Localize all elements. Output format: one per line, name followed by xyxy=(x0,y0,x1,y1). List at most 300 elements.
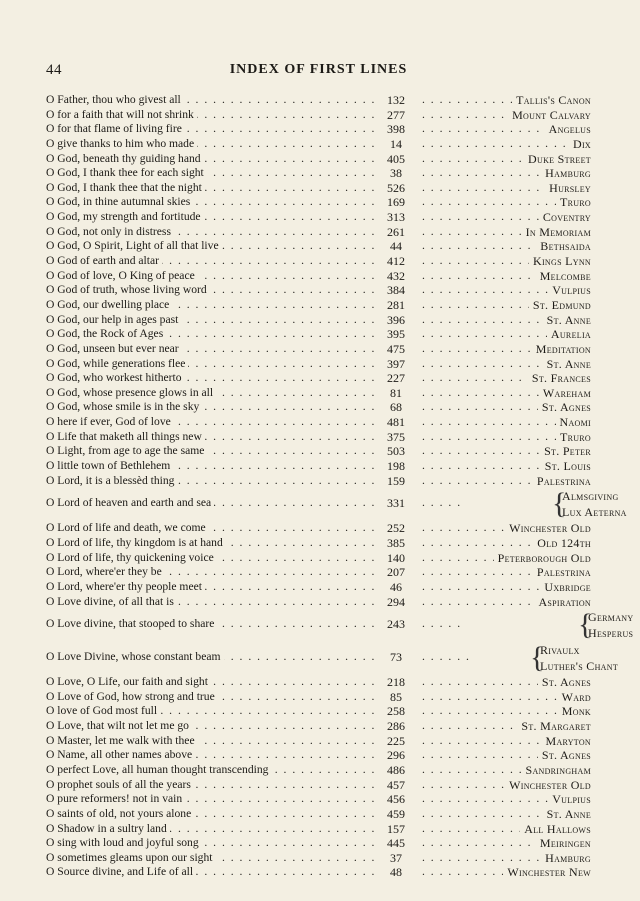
first-line xyxy=(46,650,376,665)
first-line xyxy=(46,617,376,632)
tune-leader xyxy=(418,386,591,401)
first-line-text: O God, O Spirit, Light of all that live xyxy=(46,239,222,252)
first-line-text: O God, I thank thee that the night xyxy=(46,181,205,194)
first-line xyxy=(46,675,376,690)
tune-leader xyxy=(418,521,591,536)
index-entry xyxy=(46,474,591,489)
tune-name: . . . St. Anne xyxy=(543,313,591,328)
index-entry xyxy=(46,719,591,734)
first-line-text: O give thanks to him who made xyxy=(46,137,197,150)
hymn-number: 207 xyxy=(387,565,405,580)
first-line xyxy=(46,690,376,705)
hymn-number: 277 xyxy=(387,107,405,122)
first-line xyxy=(46,836,376,851)
first-line xyxy=(46,595,376,610)
tune-name: . . . Maryton xyxy=(541,734,591,749)
tune-name: . . . Melcombe xyxy=(536,269,591,284)
tune-name: . . . Truro xyxy=(556,195,591,210)
index-entry xyxy=(46,254,591,269)
tune-name: . . . Aspiration xyxy=(534,595,591,610)
tune-name: . . . Ward xyxy=(558,690,591,705)
first-line xyxy=(46,415,376,430)
index-entry xyxy=(46,357,591,372)
index-entry xyxy=(46,595,591,610)
tune-leader xyxy=(418,166,591,181)
first-line-text: O little town of Bethlehem xyxy=(46,459,173,472)
first-line-text: O pure reformers! not in vain xyxy=(46,792,185,805)
first-line xyxy=(46,807,376,822)
hymn-number: 85 xyxy=(390,689,402,704)
first-line xyxy=(46,195,376,210)
first-line-text: O God, beneath thy guiding hand xyxy=(46,152,204,165)
first-line-text: O sometimes gleams upon our sight xyxy=(46,851,216,864)
hymn-number: 252 xyxy=(387,521,405,536)
tune-leader xyxy=(418,415,591,430)
hymn-number: 81 xyxy=(390,385,402,400)
hymn-number: 294 xyxy=(387,594,405,609)
index-entry xyxy=(46,181,591,196)
index-entry xyxy=(46,580,591,595)
tune-leader xyxy=(418,865,591,880)
first-line-text: O perfect Love, all human thought transcending xyxy=(46,763,271,776)
index-entry xyxy=(46,675,591,690)
first-line xyxy=(46,181,376,196)
index-entry xyxy=(46,763,591,778)
tune-name: . . . Vulpius xyxy=(548,283,591,298)
index-entry xyxy=(46,851,591,866)
hymn-number: 281 xyxy=(387,297,405,312)
tune-leader xyxy=(418,210,591,225)
hymn-number: 157 xyxy=(387,821,405,836)
tune-name: . . . Meditation xyxy=(532,342,591,357)
index-entry xyxy=(46,313,591,328)
first-line xyxy=(46,386,376,401)
index-entry xyxy=(46,400,591,415)
first-line-text: O Love divine, of all that is xyxy=(46,595,177,608)
index-entry xyxy=(46,166,591,181)
first-line xyxy=(46,327,376,342)
tune-name: . . . Truro xyxy=(556,430,591,445)
hymn-number: 169 xyxy=(387,195,405,210)
first-line xyxy=(46,137,376,152)
first-line-text: O God, the Rock of Ages xyxy=(46,327,166,340)
hymn-number: 48 xyxy=(390,865,402,880)
tune-name: . . . St. Margaret xyxy=(517,719,591,734)
first-line-text: O God of truth, whose living word xyxy=(46,283,210,296)
tune-leader xyxy=(418,807,591,822)
hymn-number: 459 xyxy=(387,806,405,821)
first-line xyxy=(46,210,376,225)
tune-leader xyxy=(418,122,591,137)
hymn-number: 44 xyxy=(390,239,402,254)
tune-leader xyxy=(418,327,591,342)
tune-name: . . . Duke Street xyxy=(524,152,591,167)
first-line xyxy=(46,166,376,181)
tune-leader xyxy=(418,851,591,866)
index-entry xyxy=(46,487,627,521)
brace-icon: { xyxy=(552,487,567,521)
tune-name: . . . Old 124th xyxy=(533,536,591,551)
first-line xyxy=(46,496,376,511)
first-line xyxy=(46,225,376,240)
first-line-text: O God, my strength and fortitude xyxy=(46,210,204,223)
tune-leader xyxy=(418,822,591,837)
tune-group xyxy=(418,608,634,642)
first-line xyxy=(46,357,376,372)
hymn-number: 140 xyxy=(387,550,405,565)
tune-name-alt: Lux Aeterna xyxy=(562,505,627,520)
hymn-number: 526 xyxy=(387,180,405,195)
hymn-number: 397 xyxy=(387,356,405,371)
tune-leader xyxy=(418,580,591,595)
first-line xyxy=(46,283,376,298)
first-line xyxy=(46,763,376,778)
tune-name-alt: Hesperus xyxy=(588,626,634,641)
index-entry xyxy=(46,430,591,445)
tune-leader xyxy=(418,108,591,123)
hymn-number: 486 xyxy=(387,762,405,777)
first-line-text: O God, unseen but ever near xyxy=(46,342,182,355)
first-line xyxy=(46,371,376,386)
first-line-text: O God, I thank thee for each sight xyxy=(46,166,207,179)
hymn-number: 445 xyxy=(387,836,405,851)
first-line xyxy=(46,239,376,254)
first-line-text: O God, our help in ages past xyxy=(46,313,181,326)
first-line-text: O God of love, O King of peace xyxy=(46,269,198,282)
first-line-text: O Lord of life, thy quickening voice xyxy=(46,551,217,564)
hymn-number: 412 xyxy=(387,254,405,269)
first-line xyxy=(46,459,376,474)
first-line-text: O Shadow in a sultry land xyxy=(46,822,170,835)
index-entry xyxy=(46,521,591,536)
tune-leader xyxy=(418,269,591,284)
page-number: 44 xyxy=(46,62,62,78)
index-entry xyxy=(46,386,591,401)
tune-leader xyxy=(418,254,591,269)
tune-leader xyxy=(418,357,591,372)
index-entry xyxy=(46,108,591,123)
first-line xyxy=(46,521,376,536)
hymn-number: 227 xyxy=(387,371,405,386)
tune-name: . . . Sandringham xyxy=(521,763,591,778)
index-entry xyxy=(46,327,591,342)
first-line xyxy=(46,444,376,459)
first-line xyxy=(46,704,376,719)
index-entry xyxy=(46,792,591,807)
hymn-number: 481 xyxy=(387,415,405,430)
tune-name: . . . Palestrina xyxy=(533,474,591,489)
first-line xyxy=(46,400,376,415)
first-line-text: O Light, from age to age the same xyxy=(46,444,207,457)
index-entry xyxy=(46,444,591,459)
first-line-text: O God, our dwelling place xyxy=(46,298,172,311)
first-line xyxy=(46,342,376,357)
tune-name: . . . Angelus xyxy=(545,122,591,137)
hymn-number: 457 xyxy=(387,777,405,792)
first-line-text: O God, in thine autumnal skies xyxy=(46,195,193,208)
first-line-text: O God of earth and altar xyxy=(46,254,162,267)
tune-leader xyxy=(418,675,591,690)
hymn-number: 385 xyxy=(387,535,405,550)
index-entry xyxy=(46,137,591,152)
hymn-number: 14 xyxy=(390,136,402,151)
index-entry xyxy=(46,283,591,298)
tune-leader xyxy=(418,565,591,580)
tune-leader xyxy=(418,690,591,705)
tune-name: . . . All Hallows xyxy=(520,822,591,837)
index-entry xyxy=(46,836,591,851)
tune-leader xyxy=(418,181,591,196)
tune-leader xyxy=(418,734,591,749)
tune-group xyxy=(418,641,619,675)
tune-leader xyxy=(418,704,591,719)
index-entry xyxy=(46,459,591,474)
tune-name: . . . Hamburg xyxy=(541,851,591,866)
index-entry xyxy=(46,342,591,357)
tune-leader xyxy=(418,474,591,489)
first-line-text: O Life that maketh all things new xyxy=(46,430,205,443)
tune-leader xyxy=(418,792,591,807)
hymn-number: 313 xyxy=(387,210,405,225)
tune-name: . . . Hursley xyxy=(545,181,591,196)
hymn-number: 261 xyxy=(387,224,405,239)
hymn-number: 218 xyxy=(387,675,405,690)
index-entry xyxy=(46,608,634,642)
tune-name: . . . St. Agnes xyxy=(538,748,591,763)
first-line xyxy=(46,298,376,313)
tune-leader xyxy=(418,93,591,108)
tune-name: . . . Aurelia xyxy=(547,327,591,342)
first-line xyxy=(46,93,376,108)
hymn-number: 331 xyxy=(387,496,405,511)
first-line xyxy=(46,719,376,734)
first-line-text: O Lord, where'er thy people meet xyxy=(46,580,205,593)
first-line-text: O here if ever, God of love xyxy=(46,415,174,428)
index-entry xyxy=(46,690,591,705)
tune-leader xyxy=(418,778,591,793)
tune-name: . . . Wareham xyxy=(539,386,591,401)
first-line xyxy=(46,122,376,137)
first-line xyxy=(46,536,376,551)
first-line xyxy=(46,865,376,880)
tune-leader xyxy=(418,459,591,474)
first-line xyxy=(46,792,376,807)
page-header xyxy=(46,62,591,84)
index-entry xyxy=(46,807,591,822)
index-entry xyxy=(46,865,591,880)
hymn-number: 395 xyxy=(387,327,405,342)
tune-leader xyxy=(418,400,591,415)
first-line xyxy=(46,822,376,837)
first-line xyxy=(46,551,376,566)
first-line-text: O Lord of heaven and earth and sea xyxy=(46,496,214,509)
hymn-number: 398 xyxy=(387,122,405,137)
hymn-number: 68 xyxy=(390,400,402,415)
first-line-text: O Father, thou who givest all xyxy=(46,93,184,106)
hymn-number: 258 xyxy=(387,704,405,719)
index-entry xyxy=(46,210,591,225)
first-line-text: O Name, all other names above xyxy=(46,748,195,761)
index-entry xyxy=(46,93,591,108)
tune-group xyxy=(418,487,627,521)
tune-leader xyxy=(418,748,591,763)
tune-leader xyxy=(418,719,591,734)
tune-leader xyxy=(418,137,591,152)
first-line-text: O sing with loud and joyful song xyxy=(46,836,202,849)
tune-name: . . . St. Louis xyxy=(541,459,591,474)
tune-name: . . . Peterborough Old xyxy=(494,551,591,566)
index-entry xyxy=(46,122,591,137)
hymn-number: 432 xyxy=(387,268,405,283)
tune-name: . . . Tallis's Canon xyxy=(512,93,591,108)
tune-name: . . . Kings Lynn xyxy=(529,254,591,269)
first-line-text: O Lord of life, thy kingdom is at hand xyxy=(46,536,226,549)
first-line-text: O Lord of life and death, we come xyxy=(46,521,209,534)
tune-leader xyxy=(418,536,591,551)
first-line-text: O for that flame of living fire xyxy=(46,122,185,135)
tune-name: . . . Coventry xyxy=(539,210,591,225)
first-line xyxy=(46,269,376,284)
first-line xyxy=(46,152,376,167)
first-line-text: O prophet souls of all the years xyxy=(46,778,194,791)
tune-name: . . . St. Edmund xyxy=(529,298,591,313)
first-line xyxy=(46,474,376,489)
tune-name: . . . St. Agnes xyxy=(538,400,591,415)
tune-leader xyxy=(418,239,591,254)
first-line-text: O Source divine, and Life of all xyxy=(46,865,196,878)
tune-name: . . . St. Anne xyxy=(543,357,591,372)
first-line-text: O God, who workest hitherto xyxy=(46,371,185,384)
tune-leader xyxy=(418,152,591,167)
tune-name: . . . In Memoriam xyxy=(522,225,591,240)
index-entry xyxy=(46,239,591,254)
hymn-number: 38 xyxy=(390,166,402,181)
first-line xyxy=(46,565,376,580)
hymn-number: 405 xyxy=(387,151,405,166)
first-line-text: O Love Divine, whose constant beam xyxy=(46,650,224,663)
first-line-text: O love of God most full xyxy=(46,704,160,717)
first-line-text: O Love, that wilt not let me go xyxy=(46,719,192,732)
tune-name: . . . St. Anne xyxy=(543,807,591,822)
index-entry xyxy=(46,822,591,837)
hymn-number: 503 xyxy=(387,444,405,459)
hymn-number: 46 xyxy=(390,579,402,594)
brace-icon: { xyxy=(530,641,545,675)
first-line-text: O God, not only in distress xyxy=(46,225,174,238)
index-entry xyxy=(46,298,591,313)
tune-leader xyxy=(418,313,591,328)
first-line-text: O Love of God, how strong and true xyxy=(46,690,218,703)
tune-name: . . . Mount Calvary xyxy=(508,108,591,123)
tune-name: Almsgiving xyxy=(562,489,619,504)
tune-name: . . . Meiringen xyxy=(536,836,591,851)
tune-name: . . . Uxbridge xyxy=(540,580,591,595)
tune-name: . . . Winchester Old xyxy=(505,521,591,536)
index-entry xyxy=(46,152,591,167)
index-entry xyxy=(46,778,591,793)
hymn-number: 475 xyxy=(387,341,405,356)
tune-name: . . . Monk xyxy=(558,704,591,719)
first-line xyxy=(46,313,376,328)
hymn-number: 375 xyxy=(387,429,405,444)
hymn-number: 396 xyxy=(387,312,405,327)
first-line-text: O Love, O Life, our faith and sight xyxy=(46,675,211,688)
index-entry xyxy=(46,195,591,210)
first-line xyxy=(46,254,376,269)
first-line xyxy=(46,430,376,445)
tune-name: . . . Naomi xyxy=(556,415,592,430)
tune-name: . . . Hamburg xyxy=(541,166,591,181)
tune-name: . . . St. Frances xyxy=(528,371,591,386)
index-entry xyxy=(46,269,591,284)
index-entry xyxy=(46,734,591,749)
tune-leader xyxy=(418,342,591,357)
first-line-text: O God, whose smile is in the sky xyxy=(46,400,202,413)
index-list xyxy=(46,93,634,880)
first-line-text: O Love divine, that stooped to share xyxy=(46,617,217,630)
page-title: INDEX OF FIRST LINES xyxy=(229,62,408,77)
first-line-text: O for a faith that will not shrink xyxy=(46,108,197,121)
tune-leader xyxy=(418,595,591,610)
first-line-text: O Lord, where'er they be xyxy=(46,565,165,578)
tune-leader xyxy=(418,763,591,778)
tune-leader xyxy=(418,225,591,240)
hymn-number: 296 xyxy=(387,748,405,763)
first-line-text: O Lord, it is a blessèd thing xyxy=(46,474,177,487)
tune-name: . . . Vulpius xyxy=(548,792,591,807)
tune-leader xyxy=(418,283,591,298)
first-line xyxy=(46,580,376,595)
index-entry xyxy=(46,371,591,386)
tune-leader xyxy=(418,371,591,386)
hymn-number: 198 xyxy=(387,459,405,474)
leader-dots: . . . . . xyxy=(422,617,462,631)
tune-leader xyxy=(418,298,591,313)
leader-dots: . . . . . . xyxy=(422,650,471,664)
tune-name: . . . Palestrina xyxy=(533,565,591,580)
first-line-text: O Master, let me walk with thee xyxy=(46,734,198,747)
tune-name: . . . St. Peter xyxy=(540,444,591,459)
tune-leader xyxy=(418,430,591,445)
first-line xyxy=(46,734,376,749)
brace-icon: { xyxy=(578,608,593,642)
tune-name: Germany xyxy=(588,610,634,625)
hymn-number: 132 xyxy=(387,93,405,107)
first-line-text: O God, while generations flee xyxy=(46,357,188,370)
hymn-number: 456 xyxy=(387,792,405,807)
hymn-number: 286 xyxy=(387,719,405,734)
tune-name: . . . St. Agnes xyxy=(538,675,591,690)
index-entry xyxy=(46,748,591,763)
first-line-text: O God, whose presence glows in all xyxy=(46,386,216,399)
index-entry xyxy=(46,225,591,240)
first-line xyxy=(46,778,376,793)
tune-name: . . . Winchester Old xyxy=(505,778,591,793)
hymn-number: 73 xyxy=(390,650,402,665)
index-entry xyxy=(46,536,591,551)
hymn-number: 37 xyxy=(390,850,402,865)
tune-name: Rivaulx xyxy=(540,643,580,658)
index-entry xyxy=(46,704,591,719)
tune-leader xyxy=(418,551,591,566)
tune-name: . . . Winchester New xyxy=(503,865,591,880)
index-entry xyxy=(46,641,619,675)
first-line xyxy=(46,851,376,866)
tune-name: . . . Bethsaida xyxy=(536,239,591,254)
leader-dots: . . . . . xyxy=(422,496,462,510)
index-entry xyxy=(46,551,591,566)
hymn-number: 159 xyxy=(387,473,405,488)
